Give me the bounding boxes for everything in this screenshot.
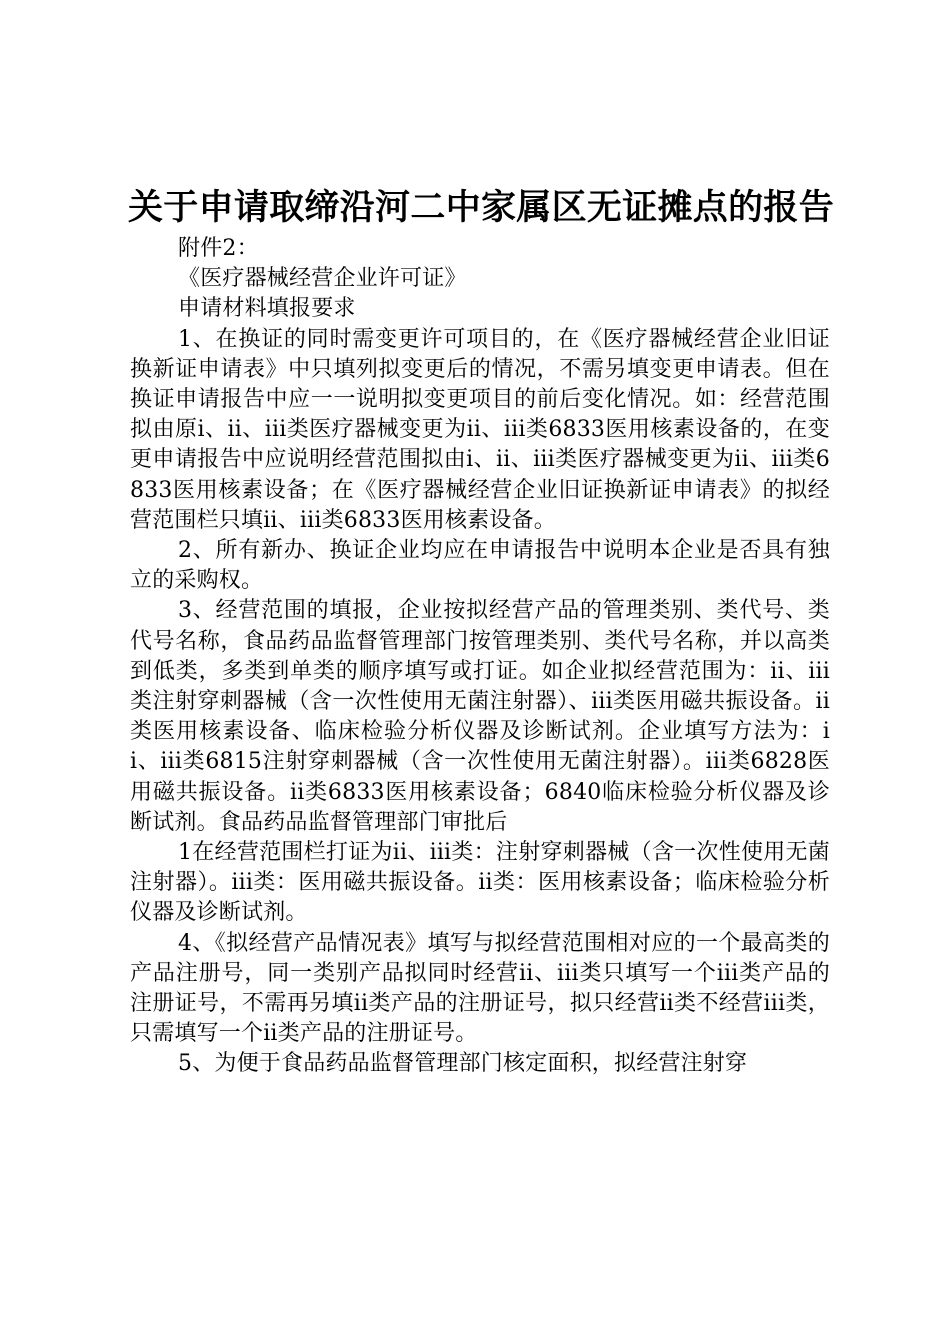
license-name: 《医疗器械经营企业许可证》 xyxy=(178,266,467,292)
requirements-heading: 申请材料填报要求 xyxy=(178,296,356,322)
paragraph-3: 3、经营范围的填报，企业按拟经营产品的管理类别、类代号、类代号名称，食品药品监督管理部门按管理类别、类代号名称，并以高类到低类，多类到单类的顺序填写或打证。如企业拟经营范围为：ii、iii类注射穿刺器械（含一次性使用无菌注射器）、iii类医用磁共振设备。ii类医用核素设备、临床检验分析仪器及诊断试剂。企业填写方法为：ii、iii类6815注射穿刺器械（含一次性使用无菌注射器）。iii类6828医用磁共振设备。ii类6833医用核素设备；6840临床检验分析仪器及诊断试剂。食品药品监督管理部门审批后 xyxy=(130,598,830,835)
document-title: 关于申请取缔沿河二中家属区无证摊点的报告 xyxy=(128,188,835,228)
attachment-label: 附件2： xyxy=(178,236,259,261)
document-body xyxy=(130,234,830,1080)
paragraph-1: 1、在换证的同时需变更许可项目的，在《医疗器械经营企业旧证换新证申请表》中只填列拟变更后的情况，不需另填变更申请表。但在换证申请报告中应一一说明拟变更项目的前后变化情况。如：经营范围拟由原i、ii、iii类医疗器械变更为ii、iii类6833医用核素设备的，在变更申请报告中应说明经营范围拟由i、ii、iii类医疗器械变更为ii、iii类6833医用核素设备；在《医疗器械经营企业旧证换新证申请表》的拟经营范围栏只填ii、iii类6833医用核素设备。 xyxy=(130,326,830,533)
paragraph-5: 5、为便于食品药品监督管理部门核定面积，拟经营注射穿 xyxy=(178,1051,748,1077)
paragraph-4: 4、《拟经营产品情况表》填写与拟经营范围相对应的一个最高类的产品注册号，同一类别产品拟同时经营ii、iii类只填写一个iii类产品的注册证号，不需再另填ii类产品的注册证号，拟只经营ii类不经营iii类，只需填写一个ii类产品的注册证号。 xyxy=(130,930,830,1047)
paragraph-3-continued: 1在经营范围栏打证为ii、iii类：注射穿刺器械（含一次性使用无菌注射器）。iii类：医用磁共振设备。ii类：医用核素设备；临床检验分析仪器及诊断试剂。 xyxy=(130,840,830,926)
paragraph-2: 2、所有新办、换证企业均应在申请报告中说明本企业是否具有独立的采购权。 xyxy=(130,538,830,594)
